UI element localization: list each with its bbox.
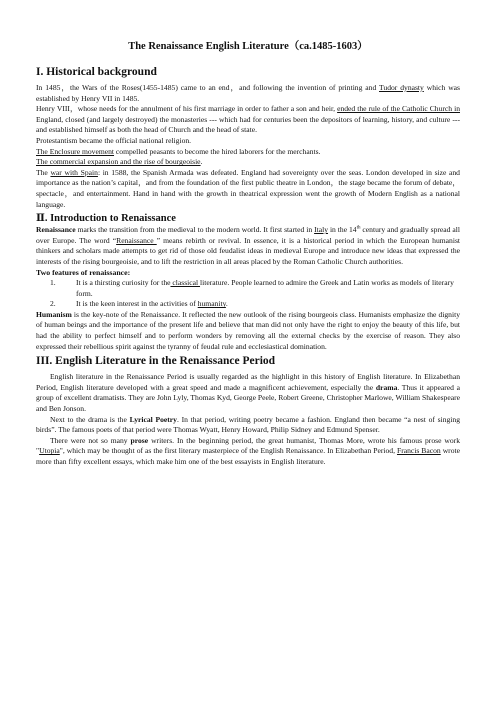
s1-paragraph-6: The war with Spain: in 1588, the Spanish Armada was defeated. England had sovereignty over the seas. London developed in size and importance as the nation’s capital，and from the foundation of the first public theatre in London，the stage became the forum of debate，spectacle，and entertainment. Hand in hand with the growth in theatrical expression went the growth of Modern English as a national language. [36, 167, 460, 209]
section-3-heading: III. English Literature in the Renaissance Period [36, 355, 276, 368]
s1-paragraph-4: The Enclosure movement compelled peasants to become the hired laborers for the merchants. [36, 146, 321, 156]
s3-paragraph-3: There were not so many prose writers. In the beginning period, the great humanist, Thomas More, wrote his famous prose work "Utopia", which may be thought of as the first literary masterpiece of the English Renaissance. In Elizabethan Period, Francis Bacon wrote more than fifty excellent essays, which make him one of the best essayists in English literature. [36, 435, 461, 466]
s1-paragraph-3: Protestantism became the official national religion. [36, 135, 192, 145]
s2-paragraph-2: Humanism is the key-note of the Renaissance. It reflected the new outlook of the rising bourgeois class. Humanists emphasize the dignity of human beings and the importance of the present life and believe that man did not only have the right to enjoy the beauty of this life, but had the ability to perfect himself and to perform wonders by removing all the external checks by the exercise of reason. They also expressed their rebellious spirit against the tyranny of feudal rule and ecclesiastical domination. [36, 309, 460, 351]
s1-paragraph-2: Henry VIII，whose needs for the annulment of his first marriage in order to father a son and heir, ended the rule of the Catholic Church in England, closed (and largely destroyed) the monasteries --- which had for centuries been the depositors of learning, history, and culture --- and established himself as both the head of Church and the head of state. [36, 104, 460, 135]
document-page [36, 38, 460, 468]
s3-paragraph-2: Next to the drama is the Lyrical Poetry. In that period, writing poetry became a fashion. England then became “a nest of singing birds”. The famous poets of that period were Thomas Wyatt, Henry Howard, Philip Sidney and Edmund Spenser. [36, 414, 460, 435]
document-title: The Renaissance English Literature（ca.1485-1603） [128, 41, 368, 52]
feature-item: 1. It is a thirsting curiosity for the classical literature. People learned to admire the Greek and Latin works as models of literary form. [50, 278, 454, 298]
s3-paragraph-1: English literature in the Renaissance Period is usually regarded as the highlight in this history of English literature. In Elizabethan Period, English literature developed with a great speed and made a magnificent achievement, especially the drama. Thus it appeared a group of excellent dramatists. They are John Lyly, Thomas Kyd, George Peele, Robert Greene, Christopher Marlowe, William Shakespeare and Ben Jonson. [36, 372, 460, 414]
s1-paragraph-1: In 1485，the Wars of the Roses(1455-1485) came to an end，and following the invention of printing and Tudor dynasty which was established by Henry VII in 1485. [36, 83, 461, 103]
section-2-heading: Ⅱ. Introduction to Renaissance [36, 213, 176, 225]
section-1-heading: I. Historical background [36, 66, 157, 78]
s1-paragraph-5: The commercial expansion and the rise of bourgeoisie. [36, 157, 203, 167]
features-label: Two features of renaissance: [36, 267, 131, 277]
s2-paragraph-1: Renaissance marks the transition from the medieval to the modern world. It first started in Italy in the 14th century and gradually spread all over Europe. The word “Renaissance ” means rebirth or revival. In essence, it is a historical period in which the European humanist thinkers and scholars made attempts to get rid of those old feudalist ideas in medieval Europe and introduce new ideas that expressed the interests of the rising bourgeoisie, and to lift the restriction in all areas placed by the Roman Catholic Church authorities. [36, 225, 461, 266]
feature-item: 2. It is the keen interest in the activities of humanity. [50, 299, 228, 309]
features-list [36, 278, 460, 310]
